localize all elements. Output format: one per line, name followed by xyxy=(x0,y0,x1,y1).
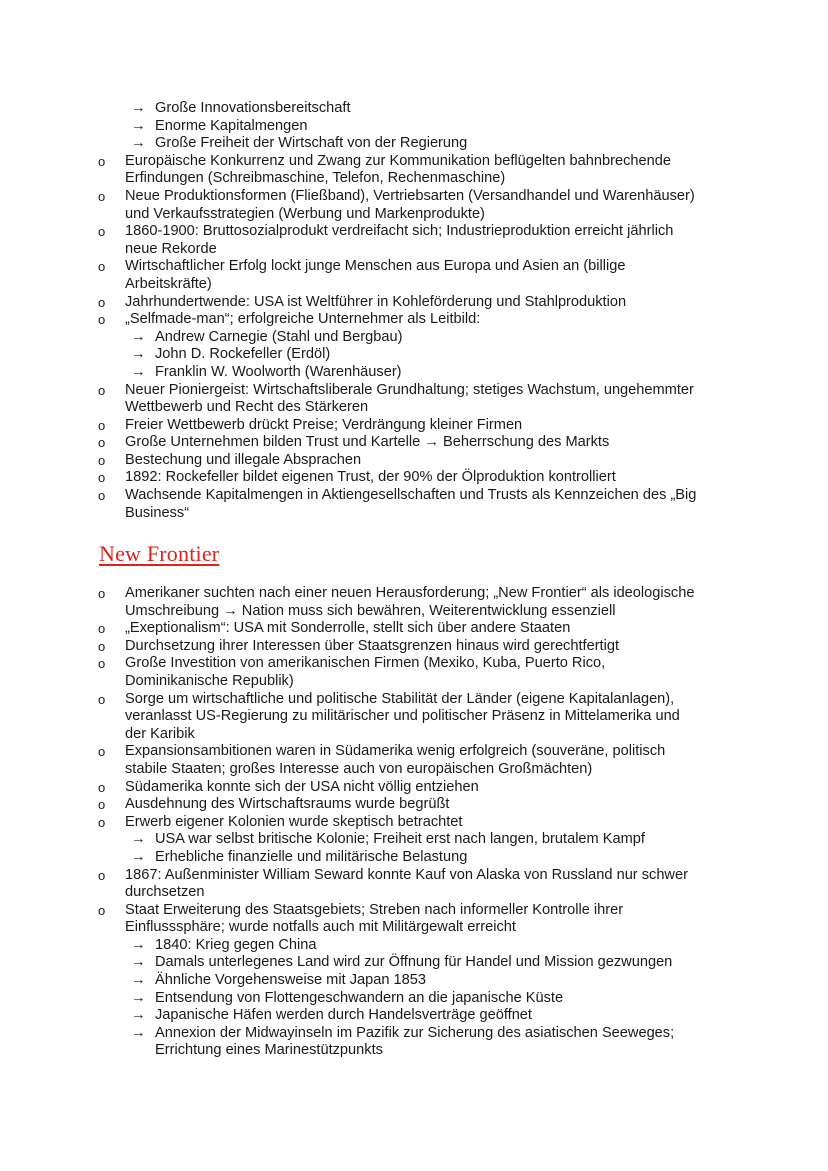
bullet-marker: o xyxy=(98,814,106,830)
arrow-sub-item xyxy=(0,990,828,1008)
item-text: 1840: Krieg gegen China xyxy=(155,936,317,953)
bullet-item xyxy=(0,153,828,188)
item-text: Franklin W. Woolworth (Warenhäuser) xyxy=(155,363,402,380)
bullet-item xyxy=(0,417,828,435)
item-text: 1860-1900: Bruttosozialprodukt verdreifacht sich; Industrieproduktion erreicht jährlich xyxy=(125,223,674,240)
arrow-icon: → xyxy=(131,100,146,116)
bullet-item xyxy=(0,867,828,902)
item-text: Wachsende Kapitalmengen in Aktiengesellschaften und Trusts als Kennzeichen des „Big xyxy=(125,487,697,504)
bullet-item xyxy=(0,655,828,690)
item-text: Große Innovationsbereitschaft xyxy=(155,100,351,116)
bullet-item xyxy=(0,311,828,329)
arrow-icon: → xyxy=(131,328,146,345)
bullet-marker: o xyxy=(98,638,106,654)
bullet-marker: o xyxy=(98,312,106,328)
item-text: Annexion der Midwayinseln im Pazifik zur Sicherung des asiatischen Seeweges; xyxy=(155,1024,675,1041)
item-text: Errichtung eines Marinestützpunkts xyxy=(155,1042,383,1059)
bullet-item xyxy=(0,258,828,293)
item-text: „Exeptionalism“: USA mit Sonderrolle, stellt sich über andere Staaten xyxy=(125,620,571,637)
bullet-marker: o xyxy=(98,488,106,504)
bullet-marker: o xyxy=(98,417,106,433)
arrow-sub-item xyxy=(0,849,828,867)
item-text: durchsetzen xyxy=(125,884,205,901)
bullet-item xyxy=(0,691,828,744)
bullet-marker: o xyxy=(98,691,106,707)
item-text: Europäische Konkurrenz und Zwang zur Kommunikation beflügelten bahnbrechende xyxy=(125,152,671,169)
economy-notes-list xyxy=(0,100,828,522)
bullet-item xyxy=(0,188,828,223)
arrow-icon: → xyxy=(131,117,146,134)
item-text: Staat Erweiterung des Staatsgebiets; Streben nach informeller Kontrolle ihrer xyxy=(125,901,624,918)
item-text: Neuer Pioniergeist: Wirtschaftsliberale Grundhaltung; stetiges Wachstum, ungehemmter xyxy=(125,381,694,398)
arrow-icon: → xyxy=(131,831,146,848)
bullet-marker: o xyxy=(98,435,106,451)
arrow-sub-item xyxy=(0,364,828,382)
item-text: stabile Staaten; großes Interesse auch von europäischen Großmächten) xyxy=(125,760,593,777)
item-text: „Selfmade-man“; erfolgreiche Unternehmer als Leitbild: xyxy=(125,311,481,328)
item-text: Einflusssphäre; wurde notfalls auch mit Militärgewalt erreicht xyxy=(125,919,516,936)
arrow-sub-item xyxy=(0,135,828,153)
arrow-icon: → xyxy=(131,1024,146,1041)
bullet-marker: o xyxy=(98,294,106,310)
item-text: Umschreibung → Nation muss sich bewähren, Weiterentwicklung essenziell xyxy=(125,602,616,619)
item-text: 1867: Außenminister William Seward konnte Kauf von Alaska von Russland nur schwer xyxy=(125,866,688,883)
item-text: John D. Rockefeller (Erdöl) xyxy=(155,346,331,363)
bullet-item xyxy=(0,382,828,417)
item-text: Damals unterlegenes Land wird zur Öffnung für Handel und Mission gezwungen xyxy=(155,954,673,971)
item-text: Expansionsambitionen waren in Südamerika wenig erfolgreich (souveräne, politisch xyxy=(125,743,666,760)
bullet-item xyxy=(0,814,828,832)
item-text: Erhebliche finanzielle und militärische Belastung xyxy=(155,848,468,865)
bullet-item xyxy=(0,743,828,778)
bullet-item xyxy=(0,452,828,470)
bullet-item xyxy=(0,434,828,452)
item-text: Neue Produktionsformen (Fließband), Vertriebsarten (Versandhandel und Warenhäuser) xyxy=(125,187,695,204)
item-text: Japanische Häfen werden durch Handelsverträge geöffnet xyxy=(155,1007,532,1024)
item-text: Große Unternehmen bilden Trust und Kartelle → Beherrschung des Markts xyxy=(125,434,610,451)
item-text: Jahrhundertwende: USA ist Weltführer in Kohleförderung und Stahlproduktion xyxy=(125,293,627,310)
arrow-sub-item xyxy=(0,346,828,364)
bullet-marker: o xyxy=(98,656,106,672)
arrow-icon: → xyxy=(131,954,146,971)
arrow-sub-item xyxy=(0,329,828,347)
bullet-marker: o xyxy=(98,153,106,169)
arrow-sub-item xyxy=(0,1025,828,1060)
arrow-icon: → xyxy=(131,848,146,865)
arrow-sub-item xyxy=(0,1007,828,1025)
bullet-item xyxy=(0,585,828,620)
section-title-new-frontier: New Frontier xyxy=(99,541,220,566)
item-text: Große Investition von amerikanischen Firmen (Mexiko, Kuba, Puerto Rico, xyxy=(125,655,606,672)
arrow-icon: → xyxy=(131,135,146,152)
item-text: Andrew Carnegie (Stahl und Bergbau) xyxy=(155,328,403,345)
item-text: Wirtschaftlicher Erfolg lockt junge Menschen aus Europa und Asien an (billige xyxy=(125,258,626,275)
item-text: USA war selbst britische Kolonie; Freiheit erst nach langen, brutalem Kampf xyxy=(155,831,645,848)
bullet-item xyxy=(0,294,828,312)
item-text: und Verkaufsstrategien (Werbung und Markenprodukte) xyxy=(125,205,485,222)
arrow-sub-item xyxy=(0,118,828,136)
bullet-item xyxy=(0,620,828,638)
new-frontier-notes-list xyxy=(0,585,828,1060)
item-text: neue Rekorde xyxy=(125,240,217,257)
bullet-marker: o xyxy=(98,382,106,398)
arrow-icon: → xyxy=(131,989,146,1006)
item-text: veranlasst US-Regierung zu militärischer und politischer Präsenz in Mittelamerika und xyxy=(125,708,680,725)
bullet-marker: o xyxy=(98,224,106,240)
bullet-marker: o xyxy=(98,259,106,275)
item-text: Ähnliche Vorgehensweise mit Japan 1853 xyxy=(155,972,426,989)
arrow-icon: → xyxy=(131,972,146,989)
item-text: Südamerika konnte sich der USA nicht völlig entziehen xyxy=(125,778,479,795)
bullet-marker: o xyxy=(98,452,106,468)
arrow-sub-item xyxy=(0,972,828,990)
arrow-icon: → xyxy=(131,363,146,380)
bullet-item xyxy=(0,779,828,797)
bullet-item xyxy=(0,487,828,522)
arrow-icon: → xyxy=(131,1007,146,1024)
item-text: Sorge um wirtschaftliche und politische Stabilität der Länder (eigene Kapitalanlagen), xyxy=(125,690,675,707)
bullet-marker: o xyxy=(98,586,106,601)
item-text: Entsendung von Flottengeschwandern an die japanische Küste xyxy=(155,989,564,1006)
bullet-item xyxy=(0,638,828,656)
item-text: Amerikaner suchten nach einer neuen Herausforderung; „New Frontier“ als ideologische xyxy=(125,585,695,601)
item-text: der Karibik xyxy=(125,725,195,742)
arrow-sub-item xyxy=(0,937,828,955)
bullet-item xyxy=(0,902,828,937)
item-text: Durchsetzung ihrer Interessen über Staatsgrenzen hinaus wird gerechtfertigt xyxy=(125,637,620,654)
bullet-marker: o xyxy=(98,797,106,813)
bullet-marker: o xyxy=(98,744,106,760)
item-text: Erfindungen (Schreibmaschine, Telefon, Rechenmaschine) xyxy=(125,170,506,187)
arrow-sub-item xyxy=(0,954,828,972)
bullet-marker: o xyxy=(98,902,106,918)
bullet-item xyxy=(0,223,828,258)
item-text: Bestechung und illegale Absprachen xyxy=(125,451,362,468)
arrow-icon: → xyxy=(131,936,146,953)
bullet-item xyxy=(0,796,828,814)
item-text: Enorme Kapitalmengen xyxy=(155,117,308,134)
arrow-sub-item xyxy=(0,831,828,849)
item-text: Ausdehnung des Wirtschaftsraums wurde begrüßt xyxy=(125,796,450,813)
arrow-sub-item xyxy=(0,100,828,118)
item-text: Arbeitskräfte) xyxy=(125,275,212,292)
item-text: 1892: Rockefeller bildet eigenen Trust, der 90% der Ölproduktion kontrolliert xyxy=(125,469,616,486)
bullet-item xyxy=(0,469,828,487)
bullet-marker: o xyxy=(98,621,106,637)
item-text: Erwerb eigener Kolonien wurde skeptisch betrachtet xyxy=(125,813,463,830)
bullet-marker: o xyxy=(98,470,106,486)
item-text: Freier Wettbewerb drückt Preise; Verdrängung kleiner Firmen xyxy=(125,416,523,433)
bullet-marker: o xyxy=(98,188,106,204)
bullet-marker: o xyxy=(98,867,106,883)
arrow-icon: → xyxy=(131,346,146,363)
bullet-marker: o xyxy=(98,779,106,795)
item-text: Große Freiheit der Wirtschaft von der Regierung xyxy=(155,135,468,152)
item-text: Business“ xyxy=(125,504,190,521)
item-text: Dominikanische Republik) xyxy=(125,672,294,689)
item-text: Wettbewerb und Recht des Stärkeren xyxy=(125,399,369,416)
